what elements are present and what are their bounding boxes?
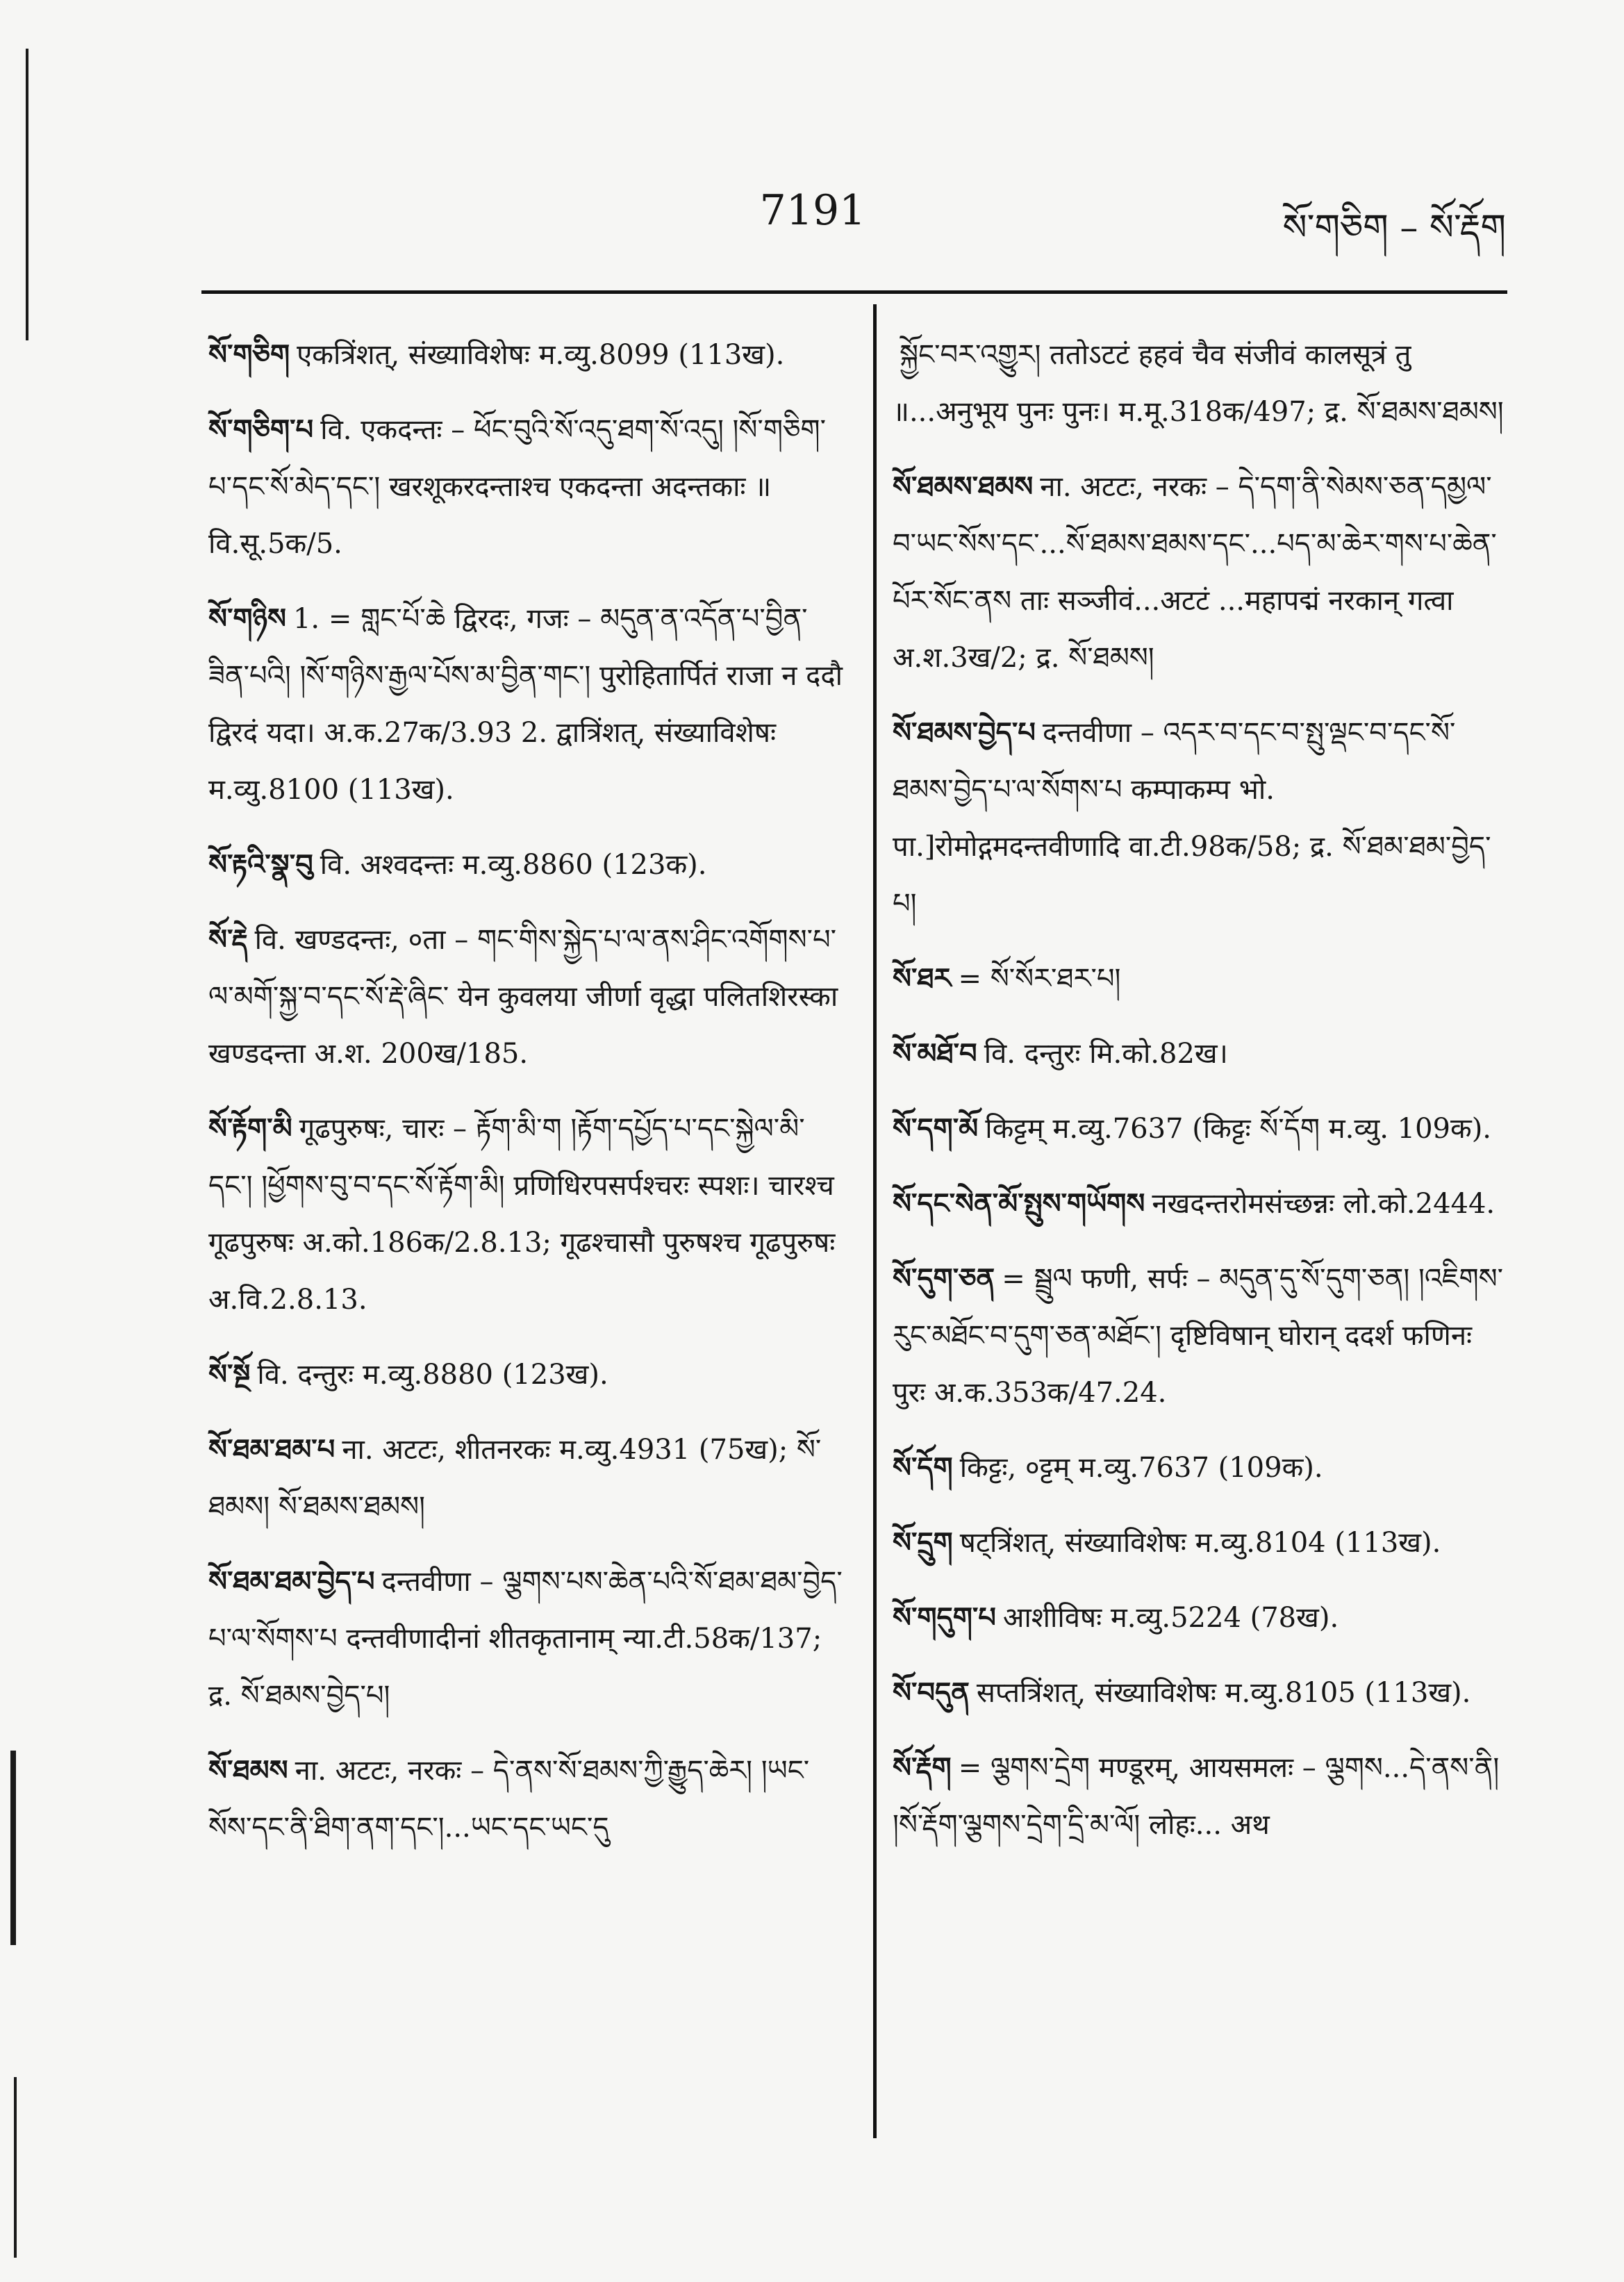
dictionary-entry	[208, 590, 847, 818]
running-head: སོ་གཅིག – སོ་རྡོག	[1282, 207, 1506, 249]
scan-margin-line	[14, 2077, 17, 2258]
dictionary-entry	[893, 1250, 1504, 1421]
page-number: 7191	[759, 186, 866, 235]
dictionary-entry	[893, 1175, 1504, 1232]
entry-text: = སྦྲུལ फणी, सर्पः – མདུན་དུ་སོ་དུག་ཅན། །འཇིགས་རུང་མཐོང་བ་དུག་ཅན་མཐོང་། दृष्टिविषान् घोरान् ददर्श फणिनः पुरः अ.क.353क/47.24.	[893, 1263, 1504, 1409]
entry-headword: སོ་གཅིག	[208, 338, 290, 371]
dictionary-entry	[208, 326, 847, 383]
entry-text: दन्तवीणा – འདར་བ་དང་བ་སྤུ་ལྡང་བ་དང་སོ་ཐམས་བྱེད་པ་ལ་སོགས་པ कम्पाकम्प भो. पा.]रोमोद्गमदन्तवीणादि वा.टी.98क/58; द्र. སོ་ཐམ་ཐམ་བྱེད་པ།	[893, 717, 1491, 920]
entry-text: 1. = གླང་པོ་ཆེ द्विरदः, गजः – མདུན་ན་འདོན་པ་བྱིན་ཟིན་པའི། །སོ་གཉིས་རྒྱལ་པོས་མ་བྱིན་གང་། पुरोहितार्पितं राजा न ददौ द्विरदं यदा। अ.क.27क/3.93 2. द्वात्रिंशत्, संख्याविशेषः म.व्यु.8100 (113ख).	[208, 603, 843, 806]
entry-text: ना. अटटः, शीतनरकः म.व्यु.4931 (75ख); སོ་ཐམས། སོ་ཐམས་ཐམས།	[208, 1434, 822, 1523]
dictionary-entry	[893, 950, 1504, 1007]
left-column	[208, 326, 847, 1874]
entry-text: वि. अश्वदन्तः म.व्यु.8860 (123क).	[320, 849, 707, 881]
entry-headword: སོ་ཐམས	[208, 1754, 288, 1787]
entry-headword: སོ་རྡོག	[893, 1751, 952, 1784]
entry-text: वि. दन्तुरः मि.को.82ख।	[984, 1038, 1228, 1070]
right-column	[893, 326, 1504, 1871]
entry-text: वि. दन्तुरः म.व्यु.8880 (123ख).	[257, 1359, 608, 1391]
entry-headword: སོ་རྟོག་མི	[208, 1112, 292, 1145]
dictionary-entry	[893, 1514, 1504, 1571]
dictionary-entry	[893, 1589, 1504, 1646]
entry-headword: སོ་ཐམས་བྱེད་པ	[893, 716, 1036, 749]
entry-text: = སོ་སོར་ཐར་པ།	[958, 963, 1121, 995]
entry-headword: སོ་དོག	[893, 1451, 953, 1484]
entry-text: गूढपुरुषः, चारः – རྟོག་མི་ག །རྟོག་དཔྱོད་པ་དང་སྐྱེལ་མི་དང་། །ཕྱོགས་བུ་བ་དང་སོ་རྟོག་མི། प्रणिधिरपसर्पश्चरः स्पशः। चारश्च गूढपुरुषः अ.को.186क/2.8.13; गूढश्चासौ पुरुषश्च गूढपुरुषः अ.वि.2.8.13.	[208, 1113, 836, 1316]
entry-headword: སོ་དྲུག	[893, 1526, 953, 1559]
entry-text: वि. खण्डदन्तः, ०ता – གང་གིས་སྐྱེད་པ་ལ་ནས་ཤིང་འགོགས་པ་ལ་མགོ་སྐྱ་བ་དང་སོ་རྡེ་ཞིང་ येन कुवलया जीर्णा वृद्धा पलितशिरस्का खण्डदन्ता अ.श. 200ख/185.	[208, 924, 838, 1070]
dictionary-entry	[893, 1739, 1504, 1853]
entry-headword: སོ་ཐར	[893, 962, 952, 995]
entry-text: नखदन्तरोमसंच्छन्नः लो.को.2444.	[1152, 1188, 1495, 1220]
entry-text: आशीविषः म.व्यु.5224 (78ख).	[1002, 1602, 1339, 1634]
entry-headword: སོ་ཐམས་ཐམས	[893, 470, 1034, 503]
column-divider	[873, 304, 877, 2138]
dictionary-entry	[208, 911, 847, 1082]
dictionary-entry	[208, 1553, 847, 1724]
dictionary-entry	[208, 1346, 847, 1403]
scan-margin-line	[10, 1751, 16, 1945]
dictionary-entry	[893, 458, 1504, 686]
entry-text: किट्टम् म.व्यु.7637 (किट्टः སོ་དོག म.व्यु. 109क).	[985, 1113, 1492, 1145]
entry-headword: སོ་མཐོ་བ	[893, 1037, 977, 1070]
top-rule	[201, 290, 1507, 294]
entry-text: ना. अटटः, नरकः – དེ་ནས་སོ་ཐམས་ཀྱི་རྒྱུད་ཆེར། །ཡང་སོས་དང་ནི་ཐིག་ནག་དང་།...ཡང་དང་ཡང་དུ	[208, 1755, 810, 1844]
entry-text: किट्टः, ०ट्टम् म.व्यु.7637 (109क).	[959, 1452, 1323, 1484]
entry-text: ना. अटटः, नरकः – དེ་དག་ནི་སེམས་ཅན་དམྱལ་བ་ཡང་སོས་དང་...སོ་ཐམས་ཐམས་དང་...པད་མ་ཆེར་གས་པ་ཆེན་པོར་སོང་ནས ताः सञ्जीवं...अटटं ...महापद्मं नरकान् गत्वा अ.श.3ख/2; द्र. སོ་ཐམས།	[893, 471, 1497, 674]
entry-headword: སོ་དག་མོ	[893, 1112, 979, 1145]
entry-headword: སོ་རྡེ	[208, 923, 248, 956]
entry-text: दन्तवीणा – ལྕགས་པས་ཆེན་པའི་སོ་ཐམ་ཐམ་བྱེད་པ་ལ་སོགས་པ दन्तवीणादीनां शीतकृतानाम् न्या.टी.58क/137; द्र. སོ་ཐམས་བྱེད་པ།	[208, 1566, 843, 1712]
dictionary-entry	[208, 1421, 847, 1535]
entry-headword: སོ་གཉིས	[208, 602, 286, 635]
dictionary-entry	[208, 1742, 847, 1856]
entry-text: सप्तत्रिंशत्, संख्याविशेषः म.व्यु.8105 (113ख).	[976, 1677, 1471, 1709]
entry-headword: སོ་བདུན	[893, 1676, 970, 1709]
entry-headword: སོ་གདུག་པ	[893, 1601, 996, 1634]
entry-text: སྐྱོང་བར་འགྱུར། ततोऽटटं हहवं चैव संजीवं कालसूत्रं तु ॥...अनुभूय पुनः पुनः। म.मू.318क/497; द्र. སོ་ཐམས་ཐམས།	[893, 339, 1504, 428]
dictionary-entry	[208, 402, 847, 572]
dictionary-entry	[893, 704, 1504, 932]
scan-margin-line	[26, 49, 28, 340]
entry-text: = ལྕགས་དྲེག मण्डूरम्, आयसमलः – ལྕགས...དེ་ནས་ནི། །སོ་རྡོག་ལྕགས་དྲེག་དྲི་མ་ལོ། लोहः... अथ	[893, 1752, 1500, 1841]
dictionary-entry	[893, 1025, 1504, 1082]
entry-headword: སོ་དུག་ཅན	[893, 1262, 995, 1295]
entry-headword: སོ་ཐམ་ཐམ་པ	[208, 1433, 335, 1466]
entry-text: एकत्रिंशत्, संख्याविशेषः म.व्यु.8099 (113ख).	[297, 339, 785, 371]
entry-text: षट्त्रिंशत्, संख्याविशेषः म.व्यु.8104 (113ख).	[959, 1527, 1441, 1559]
entry-headword: སོ་ཐམ་ཐམ་བྱེད་པ	[208, 1565, 375, 1598]
dictionary-entry	[893, 1664, 1504, 1721]
dictionary-entry	[208, 1100, 847, 1328]
entry-headword: སོ་སྔོ	[208, 1358, 251, 1391]
dictionary-entry	[208, 836, 847, 893]
dictionary-entry	[893, 1100, 1504, 1157]
entry-headword: སོ་གཅིག་པ	[208, 413, 314, 446]
entry-headword: སོ་རྟའི་སྣ་བུ	[208, 848, 313, 881]
dictionary-entry	[893, 326, 1504, 440]
dictionary-entry	[893, 1439, 1504, 1496]
entry-text: वि. एकदन्तः – ཕོང་བུའི་སོ་འདུ་ཐག་སོ་འདུ། །སོ་གཅིག་པ་དང་སོ་མེད་དང་། खरशूकरदन्ताश्च एकदन्ता अदन्तकाः ॥ वि.सू.5क/5.	[208, 414, 826, 560]
entry-headword: སོ་དང་སེན་མོ་སྤུས་གཡོགས	[893, 1187, 1145, 1220]
